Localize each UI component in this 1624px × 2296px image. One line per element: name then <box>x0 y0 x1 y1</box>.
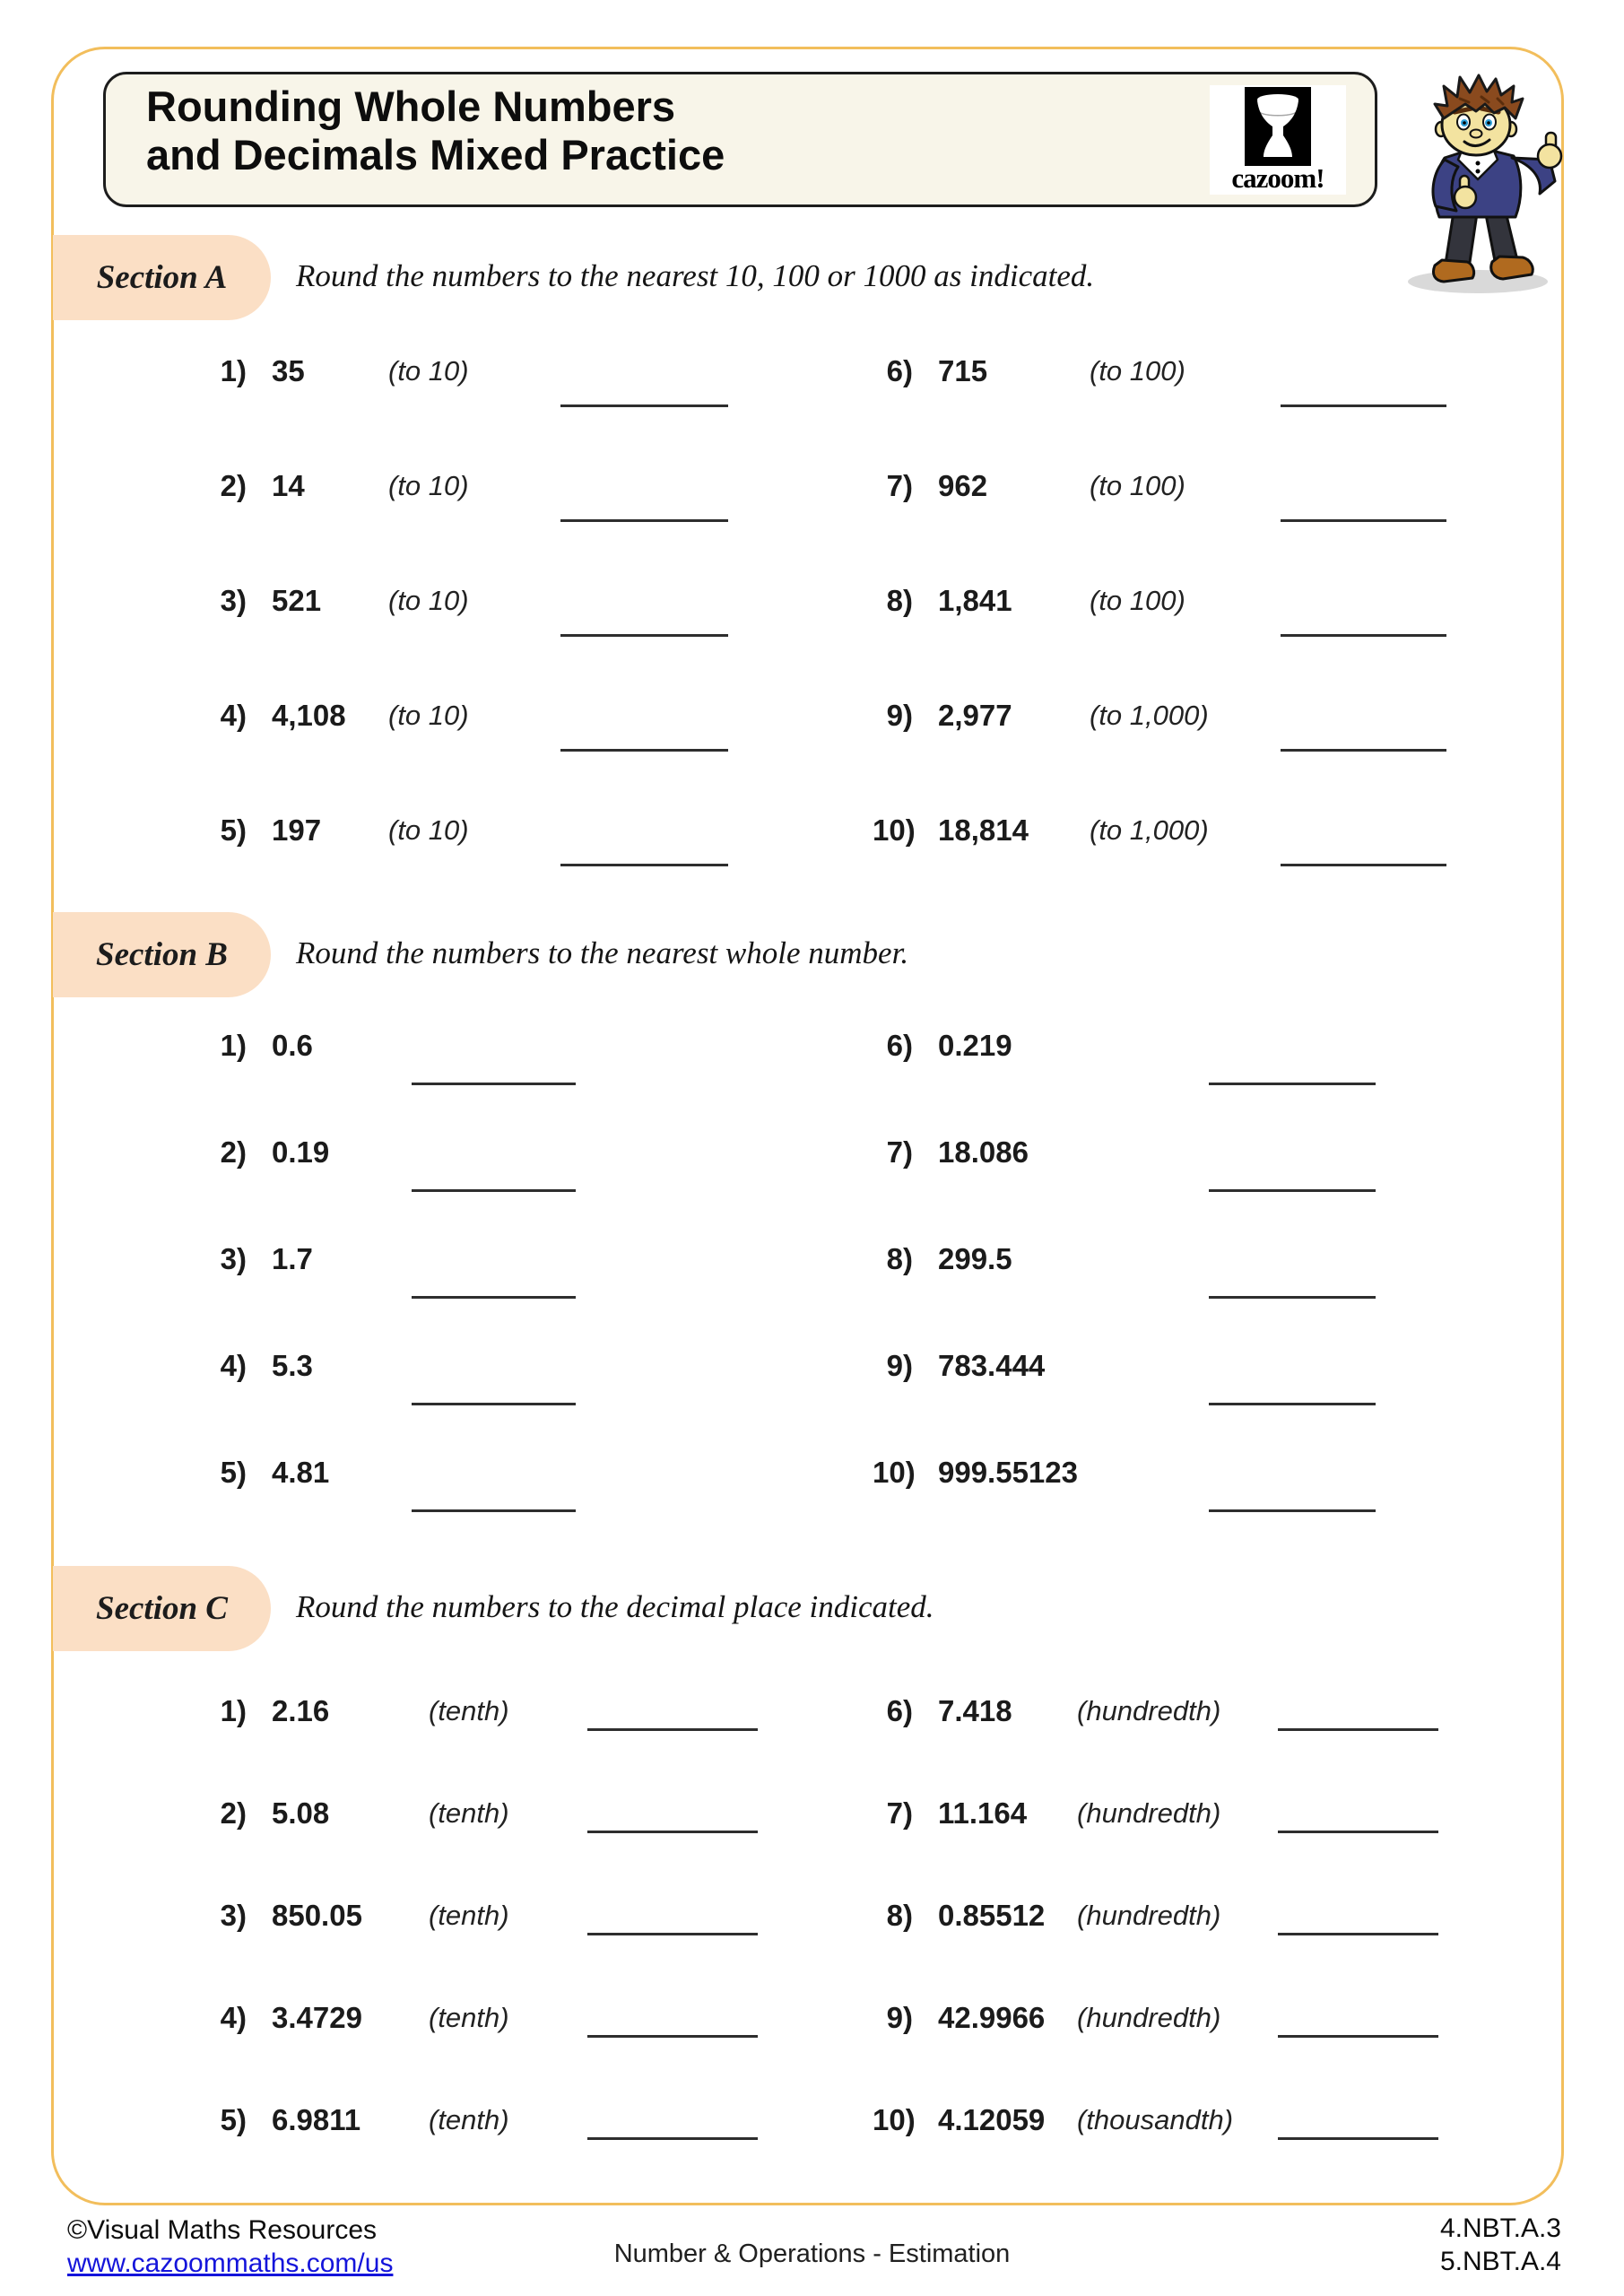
answer-blank[interactable] <box>412 1027 576 1085</box>
problem-qualifier: (thousandth) <box>1077 2104 1234 2135</box>
problem-qualifier: (to 10) <box>388 355 469 387</box>
problem-number: 10) <box>873 813 916 847</box>
problem-qualifier: (to 1,000) <box>1090 700 1209 731</box>
problem-row <box>873 467 1446 522</box>
problem-qualifier: (to 100) <box>1090 470 1185 501</box>
page-title-line2: and Decimals Mixed Practice <box>146 130 725 178</box>
problem-qualifier: (to 10) <box>388 700 469 731</box>
problem-number: 6) <box>886 354 913 387</box>
problem-row <box>206 1897 758 1935</box>
problem-value: 5.3 <box>272 1349 313 1382</box>
answer-blank[interactable] <box>1209 1454 1376 1512</box>
section-a-instruction: Round the numbers to the nearest 10, 100 or 1000 as indicated. <box>296 258 1095 293</box>
section-c-instruction: Round the numbers to the decimal place indicated. <box>296 1589 934 1624</box>
problem-row <box>206 1240 576 1299</box>
problem-number: 3) <box>220 1899 247 1932</box>
problem-value: 14 <box>272 469 305 502</box>
footer-copyright: ©Visual Maths Resources <box>67 2215 378 2245</box>
problem-qualifier: (hundredth) <box>1077 2002 1221 2033</box>
answer-blank[interactable] <box>587 1795 758 1833</box>
problem-qualifier: (to 1,000) <box>1090 814 1209 846</box>
problem-number: 5) <box>220 2103 247 2136</box>
problem-number: 10) <box>873 2103 916 2136</box>
footer-website-link[interactable]: www.cazoommaths.com/us <box>67 2248 394 2278</box>
problem-number: 4) <box>220 699 247 732</box>
problem-number: 4) <box>220 1349 247 1382</box>
problem-number: 3) <box>220 1242 247 1275</box>
problem-value: 11.164 <box>938 1796 1028 1830</box>
section-b-label: Section B <box>53 912 271 997</box>
problem-row <box>873 1795 1438 1833</box>
problem-row <box>206 1134 576 1192</box>
problem-row <box>873 1692 1438 1731</box>
problem-number: 5) <box>220 813 247 847</box>
problem-number: 8) <box>886 1242 913 1275</box>
problem-value: 4.12059 <box>938 2103 1046 2136</box>
cazoom-logo <box>1210 85 1346 195</box>
problem-value: 299.5 <box>938 1242 1012 1275</box>
problem-value: 197 <box>272 813 322 847</box>
problem-qualifier: (tenth) <box>429 1900 509 1931</box>
problem-qualifier: (to 10) <box>388 814 469 846</box>
problem-value: 4.81 <box>272 1456 330 1489</box>
problem-row <box>206 1692 758 1731</box>
section-a-label: Section A <box>53 235 271 320</box>
problem-row <box>873 1999 1438 2038</box>
problem-number: 9) <box>886 2001 913 2034</box>
problem-row <box>873 1454 1376 1512</box>
problem-value: 0.6 <box>272 1029 313 1062</box>
problem-number: 3) <box>220 584 247 617</box>
problem-row <box>873 1897 1438 1935</box>
problem-row <box>206 1347 576 1405</box>
answer-blank[interactable] <box>587 1999 758 2038</box>
problem-number: 10) <box>873 1456 916 1489</box>
problem-value: 999.55123 <box>938 1456 1078 1489</box>
answer-blank[interactable] <box>587 1897 758 1935</box>
footer-standards <box>1440 2212 1561 2278</box>
problem-number: 2) <box>220 1135 247 1169</box>
answer-blank[interactable] <box>587 1692 758 1731</box>
problem-qualifier: (tenth) <box>429 1695 509 1726</box>
footer-topic: Number & Operations - Estimation <box>613 2239 1011 2268</box>
problem-value: 1,841 <box>938 584 1012 617</box>
problem-qualifier: (to 10) <box>388 470 469 501</box>
answer-blank[interactable] <box>1278 2101 1438 2140</box>
answer-blank[interactable] <box>412 1134 576 1192</box>
standard-code-1: 4.NBT.A.3 <box>1439 2213 1561 2243</box>
problem-row <box>206 1999 758 2038</box>
problem-qualifier: (tenth) <box>429 2104 509 2135</box>
answer-blank[interactable] <box>1209 1240 1376 1299</box>
problem-row <box>873 1134 1376 1192</box>
problem-number: 7) <box>886 1796 913 1830</box>
problem-number: 7) <box>886 1135 913 1169</box>
answer-blank[interactable] <box>1209 1134 1376 1192</box>
problem-row <box>206 812 728 866</box>
djembe-drum-icon <box>1245 87 1311 166</box>
answer-blank[interactable] <box>1209 1347 1376 1405</box>
problem-value: 0.219 <box>938 1029 1012 1062</box>
answer-blank[interactable] <box>560 582 728 637</box>
problem-row <box>206 467 728 522</box>
problem-number: 8) <box>886 584 913 617</box>
answer-blank[interactable] <box>1278 1999 1438 2038</box>
problem-value: 35 <box>272 354 305 387</box>
problem-number: 9) <box>886 1349 913 1382</box>
problem-value: 962 <box>938 469 988 502</box>
problem-row <box>873 582 1446 637</box>
problem-value: 2,977 <box>938 699 1012 732</box>
problem-row <box>206 1454 576 1512</box>
answer-blank[interactable] <box>587 2101 758 2140</box>
answer-blank[interactable] <box>1278 1795 1438 1833</box>
answer-blank[interactable] <box>1281 352 1446 407</box>
answer-blank[interactable] <box>1278 1692 1438 1731</box>
standard-code-2: 5.NBT.A.4 <box>1439 2247 1561 2276</box>
problem-row <box>206 1027 576 1085</box>
problem-value: 783.444 <box>938 1349 1046 1382</box>
problem-number: 2) <box>220 1796 247 1830</box>
problem-row <box>206 582 728 637</box>
problem-row <box>873 812 1446 866</box>
problem-row <box>873 1347 1376 1405</box>
problem-number: 5) <box>220 1456 247 1489</box>
problem-number: 1) <box>220 1694 247 1727</box>
problem-qualifier: (hundredth) <box>1077 1695 1221 1726</box>
answer-blank[interactable] <box>1281 467 1446 522</box>
answer-blank[interactable] <box>1278 1897 1438 1935</box>
problem-row <box>206 2101 758 2140</box>
problem-value: 521 <box>272 584 322 617</box>
problem-number: 8) <box>886 1899 913 1932</box>
problem-value: 3.4729 <box>272 2001 362 2034</box>
problem-value: 1.7 <box>272 1242 313 1275</box>
section-c-label: Section C <box>53 1566 271 1651</box>
answer-blank[interactable] <box>412 1454 576 1512</box>
problem-row <box>873 697 1446 752</box>
problem-row <box>206 1795 758 1833</box>
problem-row <box>873 2101 1438 2140</box>
answer-blank[interactable] <box>1209 1027 1376 1085</box>
problem-qualifier: (to 10) <box>388 585 469 616</box>
problem-value: 18.086 <box>938 1135 1029 1169</box>
problem-number: 1) <box>220 354 247 387</box>
problem-qualifier: (to 100) <box>1090 355 1185 387</box>
answer-blank[interactable] <box>560 697 728 752</box>
problem-value: 6.9811 <box>272 2103 361 2136</box>
problem-value: 42.9966 <box>938 2001 1046 2034</box>
problem-value: 5.08 <box>272 1796 330 1830</box>
problem-value: 0.85512 <box>938 1899 1046 1932</box>
problem-value: 7.418 <box>938 1694 1012 1727</box>
problem-value: 18,814 <box>938 813 1029 847</box>
page-title <box>146 83 725 178</box>
answer-blank[interactable] <box>560 352 728 407</box>
problem-value: 2.16 <box>272 1694 330 1727</box>
problem-number: 6) <box>886 1694 913 1727</box>
cazoom-logo-word: cazoom! <box>1231 162 1324 194</box>
section-b-instruction: Round the numbers to the nearest whole number. <box>296 935 909 970</box>
problem-row <box>873 1027 1376 1085</box>
problem-value: 715 <box>938 354 988 387</box>
answer-blank[interactable] <box>1281 697 1446 752</box>
answer-blank[interactable] <box>412 1347 576 1405</box>
problem-number: 6) <box>886 1029 913 1062</box>
problem-number: 2) <box>220 469 247 502</box>
problem-row <box>206 697 728 752</box>
answer-blank[interactable] <box>560 467 728 522</box>
problem-qualifier: (tenth) <box>429 2002 509 2033</box>
problem-qualifier: (hundredth) <box>1077 1797 1221 1829</box>
answer-blank[interactable] <box>1281 812 1446 866</box>
problem-number: 9) <box>886 699 913 732</box>
title-box <box>103 72 1377 207</box>
problem-value: 850.05 <box>272 1899 362 1932</box>
problem-value: 4,108 <box>272 699 346 732</box>
problem-number: 7) <box>886 469 913 502</box>
problem-qualifier: (hundredth) <box>1077 1900 1221 1931</box>
answer-blank[interactable] <box>412 1240 576 1299</box>
answer-blank[interactable] <box>1281 582 1446 637</box>
problem-row <box>873 352 1446 407</box>
problem-value: 0.19 <box>272 1135 330 1169</box>
problem-qualifier: (tenth) <box>429 1797 509 1829</box>
problem-qualifier: (to 100) <box>1090 585 1185 616</box>
problem-number: 4) <box>220 2001 247 2034</box>
problem-number: 1) <box>220 1029 247 1062</box>
problem-row <box>206 352 728 407</box>
problem-row <box>873 1240 1376 1299</box>
boy-thumbs-up-mascot <box>1388 52 1576 303</box>
answer-blank[interactable] <box>560 812 728 866</box>
page-title-line1: Rounding Whole Numbers <box>146 83 676 130</box>
